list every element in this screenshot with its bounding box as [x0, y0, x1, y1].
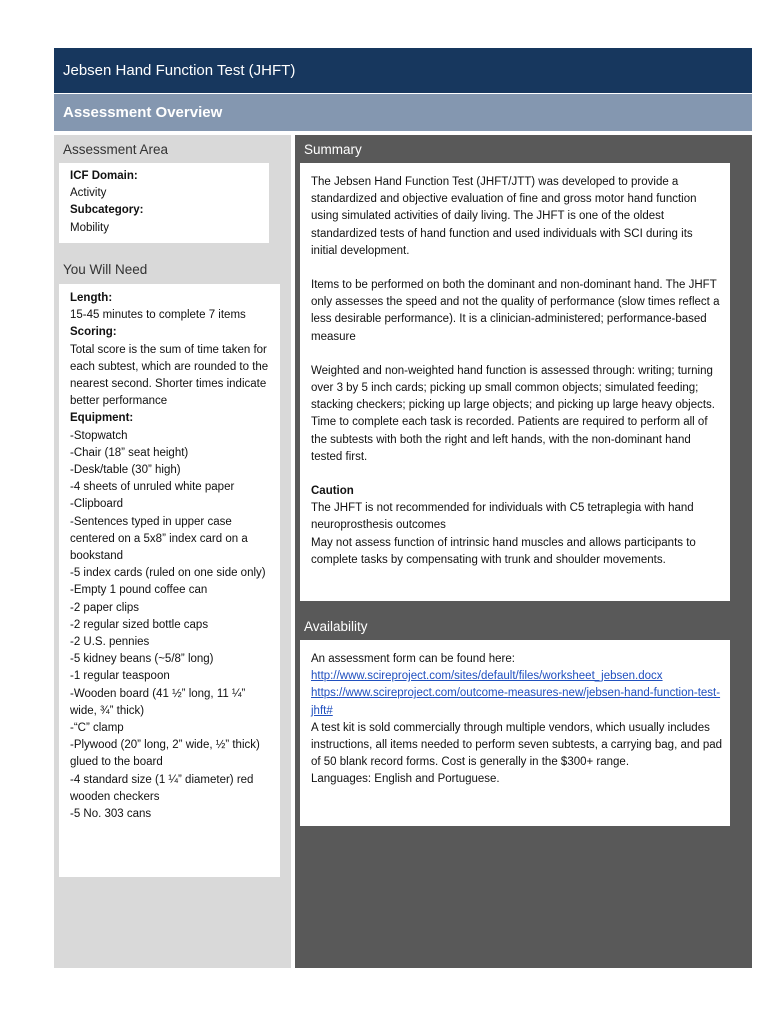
assessment-area-heading: Assessment Area [63, 142, 169, 157]
outcome-measures-link[interactable]: https://www.scireproject.com/outcome-measures-new/jebsen-hand-function-test-jhft# [311, 687, 721, 717]
equipment-label: Equipment: [70, 412, 134, 425]
summary-paragraph: Items to be performed on both the dominant and non-dominant hand. The JHFT only assesses the speed and not the quality of performance (slow times reflect a less desirable performance). It is a clinician-administered; performance-based measure [311, 279, 720, 343]
length-value: 15-45 minutes to complete 7 items [70, 309, 246, 322]
subcategory-label: Subcategory: [70, 204, 144, 217]
equipment-item: -2 regular sized bottle caps [70, 618, 209, 631]
summary-box [300, 163, 730, 601]
test-kit-text: A test kit is sold commercially through multiple vendors, which usually includes instructions, all items needed to perform seven subtests, a carrying bag, and pad of 50 blank record forms. Cost is generally in the $300+ range. [311, 721, 723, 769]
equipment-item: -Sentences typed in upper case centered on a 5x8” index card on a bookstand [70, 515, 248, 563]
equipment-item: -“C” clamp [70, 722, 124, 735]
availability-intro: An assessment form can be found here: [311, 653, 515, 665]
equipment-item: -Clipboard [70, 498, 124, 511]
equipment-item: -Desk/table (30” high) [70, 464, 181, 477]
equipment-item: -Empty 1 pound coffee can [70, 584, 208, 597]
right-column [295, 135, 752, 968]
equipment-item: -4 sheets of unruled white paper [70, 481, 235, 494]
availability-box [300, 640, 730, 826]
equipment-item: -Plywood (20” long, 2” wide, ½” thick) glued to the board [70, 739, 260, 769]
subcategory-value: Mobility [70, 221, 109, 234]
icf-domain-label: ICF Domain: [70, 170, 138, 182]
languages-text: Languages: English and Portuguese. [311, 773, 500, 786]
availability-heading: Availability [304, 619, 368, 634]
equipment-item: -5 kidney beans (~5/8” long) [70, 653, 214, 666]
scoring-value: Total score is the sum of time taken for each subtest, which are rounded to the nearest second. Shorter times indicate better performance [70, 343, 269, 408]
equipment-item: -Wooden board (41 ½” long, 11 ¼” wide, ¾” thick) [70, 687, 246, 717]
page-title: Jebsen Hand Function Test (JHFT) [54, 48, 752, 93]
icf-domain-value: Activity [70, 187, 107, 200]
equipment-item: -5 No. 303 cans [70, 808, 152, 821]
caution-label: Caution [311, 485, 354, 498]
equipment-item: -1 regular teaspoon [70, 670, 170, 683]
you-will-need-box [59, 284, 280, 877]
you-will-need-heading: You Will Need [63, 262, 148, 277]
equipment-item: -2 paper clips [70, 601, 140, 614]
equipment-item: -5 index cards (ruled on one side only) [70, 567, 266, 580]
summary-heading: Summary [304, 142, 362, 157]
summary-paragraph: The Jebsen Hand Function Test (JHFT/JTT) was developed to provide a standardized and objective evaluation of fine and gross motor hand function using simulated activities of daily living. The JHFT is one of the oldest standardized tests of hand function and used individuals with SCI during its initial development. [311, 176, 697, 257]
section-title-assessment-overview: Assessment Overview [54, 94, 752, 131]
equipment-item: -2 U.S. pennies [70, 636, 150, 649]
caution-text: May not assess function of intrinsic hand muscles and allows participants to complete tasks by compensating with trunk and shoulder movements. [311, 536, 696, 566]
equipment-item: -Stopwatch [70, 429, 128, 442]
summary-paragraph: Weighted and non-weighted hand function is assessed through: writing; turning over 3 by 5 inch cards; picking up small common objects; simulated feeding; stacking checkers; picking up large objects; and picking up large heavy objects. Time to complete each task is recorded. Patients are required to perform all of the subtests with both the right and left hands, with the non-dominant hand tested first. [311, 364, 716, 463]
equipment-item: -Chair (18” seat height) [70, 446, 189, 459]
worksheet-link[interactable]: http://www.scireproject.com/sites/default/files/worksheet_jebsen.docx [311, 670, 663, 683]
equipment-item: -4 standard size (1 ¼” diameter) red wooden checkers [70, 773, 254, 803]
assessment-area-box [59, 163, 269, 243]
caution-text: The JHFT is not recommended for individuals with C5 tetraplegia with hand neuroprosthesis outcomes [311, 502, 694, 532]
scoring-label: Scoring: [70, 326, 117, 339]
length-label: Length: [70, 292, 113, 304]
left-column [54, 135, 291, 968]
